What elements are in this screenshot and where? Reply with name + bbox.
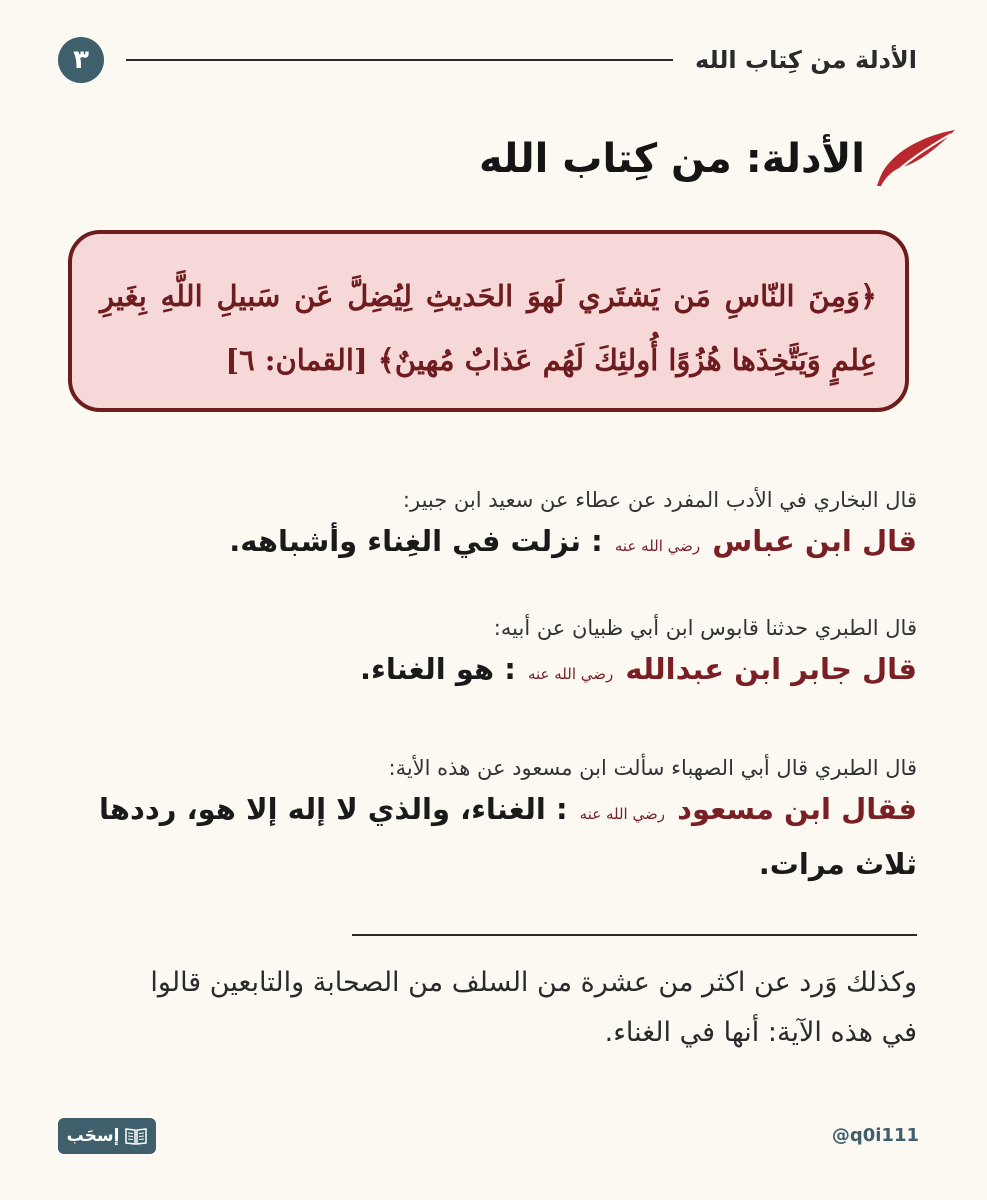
honorific: رضي الله عنه (614, 537, 701, 555)
feather-icon (871, 128, 957, 190)
narration-statement (60, 644, 917, 699)
narrator-name: قال جابر ابن عبدالله (625, 652, 917, 686)
book-icon (125, 1127, 147, 1145)
narration-statement (60, 516, 917, 571)
narrator-name: فقال ابن مسعود (677, 792, 917, 826)
header-divider (126, 59, 673, 61)
swipe-button[interactable] (58, 1118, 156, 1154)
quran-verse: ﴿وَمِنَ النّاسِ مَن يَشتَري لَهوَ الحَديثِ لِيُضِلَّ عَن سَبيلِ اللَّهِ بِغَيرِ عِلمٍ وَيَتَّخِذَها هُزُوًا أُولئِكَ لَهُم عَذابٌ مُهينٌ﴾ [القمان: ٦] (100, 279, 877, 377)
narration-statement (60, 784, 917, 889)
conclusion-text: وكذلك وَرد عن اكثر من عشرة من السلف من الصحابة والتابعين قالوا في هذه الآية: أنها في الغناء. (150, 967, 917, 1048)
narration-2 (60, 612, 917, 699)
section-heading (479, 128, 957, 190)
narration-chain: قال البخاري في الأدب المفرد عن عطاء عن سعيد ابن جبير: (402, 488, 917, 512)
narrator-name: قال ابن عباس (712, 524, 917, 558)
honorific: رضي الله عنه (527, 665, 614, 683)
narration-chain: قال الطبري قال أبي الصهباء سألت ابن مسعود عن هذه الأية: (388, 756, 917, 780)
account-handle: @q0i111 (831, 1125, 919, 1146)
page-header (58, 36, 917, 84)
header-title: الأدلة من كِتاب الله (695, 46, 917, 74)
narration-text: : الغناء، والذي لا إله إلا هو، رددها ثلاث مرات. (99, 792, 917, 881)
honorific: رضي الله عنه (579, 805, 665, 823)
section-title: الأدلة: من كِتاب الله (479, 136, 865, 182)
swipe-label: إسحَب (66, 1126, 120, 1146)
narration-chain: قال الطبري حدثنا قابوس ابن أبي ظبيان عن أبيه: (493, 616, 917, 640)
narration-3 (60, 752, 917, 889)
quran-verse-box (68, 230, 909, 412)
page-number-badge: ٣ (58, 37, 104, 83)
content-divider (352, 934, 917, 936)
narration-text: : هو الغناء. (359, 652, 516, 686)
narration-text: : نزلت في الغِناء وأشباهه. (229, 524, 603, 558)
narration-1 (60, 484, 917, 571)
